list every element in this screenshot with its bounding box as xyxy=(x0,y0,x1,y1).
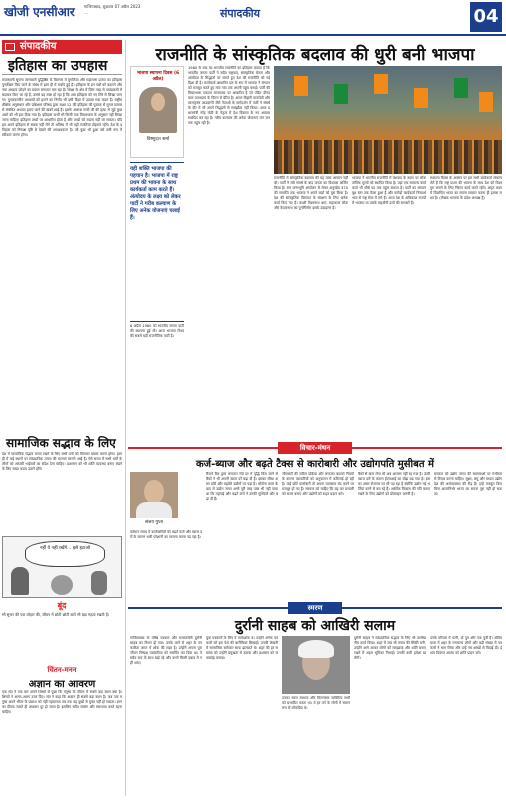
history-article-body: राजस्थानी सूचना जानकारी युद्धिष्ठिर के बिल्लार में मुगलिया और महाराणा प्रताप का इतिहास पुनर्लेखन किए जाने के संबंध में हाल ही में चर्चाएं हुई हैं। इतिहास के इन पन्नों को बदलने और नया अध्याय जोड़ने का प्रयास लगातार चल रहा है। शिक्षा के क्षेत्र में जिस तरह से पाठ्यक्रमों में बदलाव किए जा रहे हैं, उससे यह स्पष्ट हो रहा है कि अब इतिहास को नए सिरे से लिखा जाएगा। मुगलकालीन अध्यायों को हटाने का निर्णय भी इसी दिशा में उठाया गया कदम है। राष्ट्रीय शैक्षिक अनुसंधान और प्रशिक्षण परिषद द्वारा कक्षा 12 की इतिहास की पुस्तक से मुगल दरबार से संबंधित अध्याय हटाए जाने की खबरें आई हैं। इसके अलावा गांधी जी की हत्या से जुड़े कुछ अंशों को भी हटा दिया गया है। इतिहास कभी भी किसी एक विचारधारा के अनुसार नहीं लिखा जाना चाहिए। इतिहास तथ्यों पर आधारित होता है और तथ्यों को बदला नहीं जा सकता। यदि हम अपने इतिहास से सबक नहीं लेंगे तो भविष्य में भी वही गलतियां दोहराते रहेंगे। देश के इतिहास को निष्पक्ष दृष्टि से देखने की आवश्यकता है। जो कुछ भी हुआ उसे उसी रूप में स्वीकार करना होगा। xyxy=(2,78,122,137)
history-heading: इतिहास का उपहास xyxy=(8,58,108,74)
cartoon-figure xyxy=(11,567,29,595)
second-story-column: जीएसटी की जटिल प्रक्रिया और लगातार बदलते नियमों के कारण व्यापारियों को अनुपालन में कठिनाई हो रही है। कई छोटे कारोबारी तो अपना व्यवसाय बंद करने पर मजबूर हो गए हैं। सरकार को चाहिए कि वह कर प्रणाली को सरल बनाए और उद्योगों को राहत प्रदान करे। xyxy=(282,472,354,496)
section-banner-label: स्मरण xyxy=(288,602,342,614)
cartoon-figure xyxy=(91,571,107,595)
second-story-column: सरकार को उद्योग जगत की समस्याओं पर गंभीरता से विचार करना चाहिए। सूक्ष्म, लघु और मध्यम उद्योग देश की अर्थव्यवस्था की रीढ़ हैं। इन्हें मजबूत किए बिना आत्मनिर्भर भारत का सपना पूरा नहीं हो सकता। xyxy=(434,472,502,496)
page-number: 04 xyxy=(470,2,502,32)
rally-photo xyxy=(274,66,502,174)
third-story-column: दुर्रानी साहब ने सांप्रदायिक सद्भाव के लिए भी उल्लेखनीय कार्य किया। शहर में जब भी तनाव की स्थिति बनी, उन्होंने आगे आकर लोगों को समझाया और शांति बनाए रखने में अहम भूमिका निभाई। उनकी कमी हमेशा खलेगी। xyxy=(354,636,426,660)
second-story-column: बैंकों से ऋण लेना भी अब आसान नहीं रह गया है। ऊंची ब्याज दरों के कारण ईएमआई का बोझ बढ़ गया है। इसका असर रोजगार पर भी पड़ रहा है क्योंकि उद्योग नई भर्तियां करने से बच रहे हैं। आर्थिक विकास की गति बनाए रखने के लिए उद्योगों को प्रोत्साहन जरूरी है। xyxy=(358,472,430,496)
third-story-column: उनके परिवार में पत्नी, दो पुत्र और एक पुत्री हैं। अंतिम यात्रा में शहर के गणमान्य लोगों और बड़ी संख्या में पत्रकारों ने भाग लिया और उन्हें नम आंखों से विदाई दी। ईश्वर दिवंगत आत्मा को शांति प्रदान करे। xyxy=(430,636,502,655)
editorial-pen-icon xyxy=(5,43,15,51)
tribute-photo xyxy=(282,636,350,694)
main-story-column: 1980 के बाद का भारतीय राजनीति का इतिहास बताता है कि भारतीय जनता पार्टी ने सदैव राष्ट्रवाद, सांस्कृतिक चेतना और अंत्योदय के सिद्धांतों पर चलते हुए देश की राजनीति को नई दिशा दी है। कार्यकर्ता आधारित दल के रूप में भाजपा ने संगठन को मजबूत करते हुए गांव गांव तक अपनी पहुंच बनाई। पार्टी की विचारधारा एकात्म मानववाद पर आधारित है जो पंडित दीनदयाल उपाध्याय के चिंतन से प्रेरित है। अटल बिहारी वाजपेयी और लालकृष्ण आडवाणी जैसे नेताओं के मार्गदर्शन में पार्टी ने संघर्ष के दौर में भी अपने सिद्धांतों से समझौता नहीं किया। आज प्रधानमंत्री नरेंद्र मोदी के नेतृत्व में देश विकास के नए आयाम स्थापित कर रहा है। गरीब कल्याण की अनेक योजनाएं जन जन तक पहुंच रही हैं। xyxy=(188,66,270,125)
second-story-column: रिजर्व बैंक द्वारा लगातार रेपो दर में वृद्धि किए जाने से बैंकों ने भी अपनी ब्याज दरें बढ़ा दी हैं। इसका सीधा असर छोटे और मझोले उद्योगों पर पड़ा है। कोरोना काल के बाद से उद्योग जगत अभी पूरी तरह उबर भी नहीं पाया था कि महंगाई और बढ़ते करों ने उनकी मुश्किलें और बढ़ा दी हैं। xyxy=(206,472,278,501)
main-headline: राजनीति के सांस्कृतिक बदलाव की धुरी बनी भाजपा xyxy=(155,45,475,65)
drop-heading: बूंद xyxy=(57,601,67,610)
author-name: विष्णुदत्त शर्मा xyxy=(146,137,170,142)
cartoon-figure xyxy=(51,575,73,595)
left-column xyxy=(2,40,122,796)
dateline-line1: गाजियाबाद, शुक्रवार 07 अप्रैल 2023 xyxy=(84,4,141,9)
editorial-cartoon xyxy=(2,536,122,598)
editorial-tag-label: संपादकीय xyxy=(20,41,57,52)
chintan-label: चिंतन-मनन xyxy=(47,666,77,674)
main-story-column: राजनीति में सांस्कृतिक बदलाव की यह यात्रा आसान नहीं थी। पार्टी ने लंबे संघर्ष के बाद जनता का विश्वास अर्जित किया है। राम जन्मभूमि आंदोलन से लेकर अनुच्छेद 370 की समाप्ति तक भाजपा ने अपने वादों को पूरा किया है। देश की सांस्कृतिक विरासत के संरक्षण के लिए अनेक कार्य किए गए हैं। काशी विश्वनाथ धाम, महाकाल लोक और केदारनाथ का पुनर्निर्माण इसके उदाहरण हैं। xyxy=(274,176,348,210)
section-banner xyxy=(128,602,502,614)
main-story-intro: 6 अप्रैल 1980 को भारतीय जनता पार्टी की स्थापना हुई थी। आज भाजपा विश्व की सबसे बड़ी राजनीतिक पार्टी है। xyxy=(130,324,184,338)
author-box xyxy=(130,66,184,158)
section-title: संपादकीय xyxy=(219,7,261,20)
newspaper-brand: खोजी एनसीआर xyxy=(4,5,75,19)
third-headline: दुर्रानी साहब को आखिरी सलाम xyxy=(234,618,396,634)
agyan-article-body: एक संत ने एक बार अपने शिष्यों से पूछा कि मनुष्य के जीवन में सबसे बड़ा बंधन क्या है। शिष्यों ने अलग-अलग उत्तर दिए। संत ने कहा कि अज्ञान ही सबसे बड़ा बंधन है। जब तक मनुष्य अपने भीतर के प्रकाश को नहीं पहचानता तब तक वह दुखों से मुक्त नहीं हो सकता। ज्ञान का दीपक जलते ही अंधकार दूर हो जाता है। इसलिए सदैव सत्संग और स्वाध्याय करते रहना चाहिए। xyxy=(2,690,122,714)
second-author-photo xyxy=(130,472,178,518)
divider xyxy=(2,74,122,75)
agyan-heading: अज्ञान का आवरण xyxy=(28,679,96,690)
masthead xyxy=(0,0,506,36)
author-photo xyxy=(139,87,177,133)
section-banner xyxy=(128,442,502,454)
main-story-column: स्थापना दिवस के अवसर पर हम सभी कार्यकर्ता संकल्प लेते हैं कि राष्ट्र प्रथम की भावना के साथ देश को विश्व गुरु बनाने के लिए निरंतर कार्य करते रहेंगे। अमृत काल में विकसित भारत का सपना साकार करना ही हमारा लक्ष्य है। (लेखक भाजपा के प्रदेश अध्यक्ष हैं) xyxy=(430,176,502,200)
main-story-column: भाजपा ने भारतीय राजनीति में वंशवाद के स्थान पर लोकतांत्रिक मूल्यों को स्थापित किया है। यहां एक सामान्य कार्यकर्ता भी शीर्ष पद तक पहुंच सकता है। पार्टी का संगठन बूथ स्तर तक फैला हुआ है और करोड़ों कार्यकर्ता निस्वार्थ भाव से राष्ट्र सेवा में लगे हैं। आज देश के अधिकांश राज्यों में भाजपा या उसके सहयोगी दलों की सरकारें हैं। xyxy=(352,176,426,205)
third-story-column: उनका सरल स्वभाव और मिलनसार व्यक्तित्व सभी को प्रभावित करता था। वे हर वर्ग के लोगों में समान रूप से लोकप्रिय थे। xyxy=(282,696,350,710)
harmony-article-body: देश में सामाजिक सद्भाव बनाए रखने के लिए सभी वर्गों को मिलकर प्रयास करना होगा। हाल ही में कई स्थानों पर सांप्रदायिक तनाव की घटनाएं सामने आई हैं। ऐसे समय में सभी धर्मों के लोगों को आपसी भाईचारे का संदेश देना चाहिए। प्रशासन को भी शांति व्यवस्था बनाए रखने के लिए सख्त कदम उठाने होंगे। xyxy=(2,452,122,471)
column-divider xyxy=(125,40,126,796)
editorial-tag xyxy=(2,40,122,54)
cartoon-speech-bubble: नहीं ये नहीं रखेंगे... इसे हटाओ xyxy=(25,541,105,567)
third-story-column: गाजियाबाद के वरिष्ठ पत्रकार और समाजसेवी दुर्रानी साहब का निधन हो गया। उनके जाने से शहर के पत्रकारिता जगत में शोक की लहर है। उन्होंने अपना पूरा जीवन निष्पक्ष पत्रकारिता को समर्पित कर दिया था। वे सदैव सच के साथ खड़े रहे और कभी किसी दबाव में नहीं आए। xyxy=(130,636,202,665)
second-author-name: संजय गुप्ता xyxy=(144,520,164,525)
second-story-column: वर्तमान समय में कारोबारियों को बढ़ते कर्ज और ब्याज दरों के कारण भारी परेशानी का सामना करना पड़ रहा है। xyxy=(130,530,202,539)
section-banner-label: विचार-मंथन xyxy=(278,442,352,454)
harmony-heading: सामाजिक सद्भाव के लिए xyxy=(6,436,116,450)
dateline-line2: ... xyxy=(84,10,88,15)
drop-body: सौ सुनार की एक लोहार की, जीवन में छोटी छोटी बातें भी बड़ा महत्व रखती हैं। xyxy=(2,612,110,617)
third-story-column: युवा पत्रकारों के लिए वे मार्गदर्शक थे। उन्होंने अनेक पत्रकारों को इस पेशे की बारीकियां सिखाईं। उनकी लेखनी में सामाजिक सरोकार साफ झलकते थे। शहर की हर समस्या को उन्होंने प्रमुखता से उठाया और प्रशासन को जवाबदेह बनाया। xyxy=(206,636,278,660)
dateline xyxy=(84,4,204,16)
second-headline: कर्ज-ब्याज और बढ़ते टैक्स से कारोबारी और उद्योगपति मुसीबत में xyxy=(196,459,434,470)
pull-quote: यही शक्ति भाजपा की पहचान है। भाजपा में राष्ट्र प्रथम की भावना के साथ कार्यकर्ता काम करते हैं। अंत्योदय के लक्ष्य को लेकर पार्टी ने गरीब कल्याण के लिए अनेक योजनाएं चलाई हैं। xyxy=(130,162,184,322)
author-occasion-label: भाजपा स्थापना दिवस (6 अप्रैल) xyxy=(136,71,180,82)
